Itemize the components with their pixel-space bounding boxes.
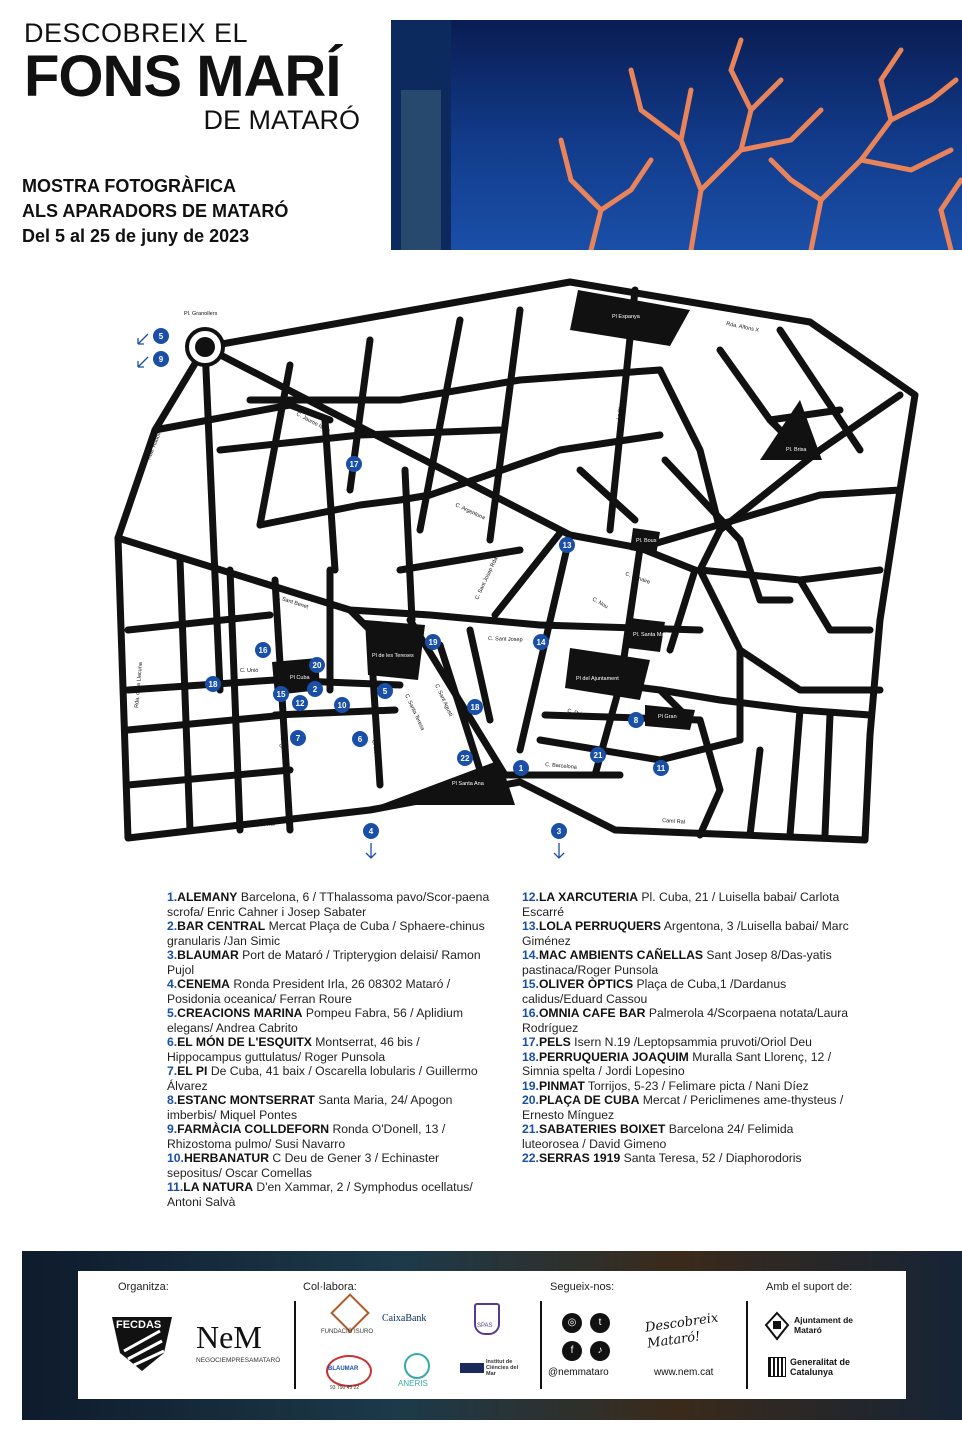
legend-entry xyxy=(167,1064,497,1093)
divider xyxy=(746,1301,748,1389)
legend-shop-name: ESTANC MONTSERRAT xyxy=(177,1093,315,1107)
icm-text: Institut de Ciències del Mar xyxy=(486,1359,519,1377)
legend-entry xyxy=(167,1151,497,1180)
legend-shop-name: ALEMANY xyxy=(177,890,238,904)
legend-entry xyxy=(167,1035,497,1064)
svg-text:17: 17 xyxy=(349,460,359,469)
svg-text:22: 22 xyxy=(460,754,470,763)
legend-shop-name: OMNIA CAFE BAR xyxy=(538,1006,646,1020)
coral-photo xyxy=(391,20,962,250)
subtitle-line-1: MOSTRA FOTOGRÀFICA xyxy=(22,176,236,196)
svg-text:14: 14 xyxy=(536,638,546,647)
website-link[interactable]: www.nem.cat xyxy=(654,1367,714,1378)
legend-number: 4. xyxy=(167,977,178,991)
divider xyxy=(294,1301,296,1389)
subtitle-line-3: Del 5 al 25 de juny de 2023 xyxy=(22,226,250,246)
legend-description: Pl. Cuba, 21 / Luisella babai/ Carlota Escarré xyxy=(522,890,840,919)
label-cuba: C. Cuba xyxy=(279,727,289,749)
svg-text:13: 13 xyxy=(562,541,572,550)
svg-text:11: 11 xyxy=(656,764,666,773)
label-la-riera: La Riera xyxy=(616,398,626,421)
legend-description: Barcelona, 6 / TThalassoma pavo/Scor-paena scrofa/ Enric Cahner i Josep Sabater xyxy=(167,890,490,919)
collabora-heading: Col·labora: xyxy=(303,1281,357,1293)
svg-text:9: 9 xyxy=(158,355,164,364)
legend-entry xyxy=(522,1079,852,1094)
label-pl-santa-ana: Pl Santa Ana xyxy=(452,781,484,787)
marker-22[interactable] xyxy=(457,750,473,766)
legend-entry xyxy=(167,977,497,1006)
title-block xyxy=(24,18,364,134)
legend-number: 7. xyxy=(167,1064,178,1078)
tiktok-icon[interactable]: ♪ xyxy=(590,1341,610,1361)
label-pujol: C. Pujol xyxy=(566,708,587,719)
svg-text:18: 18 xyxy=(208,680,218,689)
legend-entry xyxy=(522,977,852,1006)
svg-text:20: 20 xyxy=(312,661,322,670)
legend-entry xyxy=(167,948,497,977)
legend-number: 8. xyxy=(167,1093,178,1107)
social-handle[interactable]: @nemmataro xyxy=(548,1367,609,1378)
svg-text:18: 18 xyxy=(470,703,480,712)
legend-number: 13. xyxy=(522,919,539,933)
legend-entry xyxy=(522,948,852,977)
label-santa-teresa: C. Santa Teresa xyxy=(403,693,426,732)
marker-offmap-4[interactable] xyxy=(363,823,379,839)
svg-text:5: 5 xyxy=(382,687,388,696)
legend-description: Barcelona 24/ Felimida luteorosea / David Gimeno xyxy=(522,1122,794,1151)
svg-text:3: 3 xyxy=(556,827,562,836)
legend-shop-name: PINMAT xyxy=(538,1078,585,1093)
legend-number: 6. xyxy=(167,1035,178,1049)
legend-description: Ronda President Irla, 26 08302 Mataró / Posidonia oceanica/ Ferran Roure xyxy=(167,977,451,1006)
legend-number: 11. xyxy=(167,1180,184,1194)
fundacio-isuro-icon xyxy=(330,1293,370,1333)
marker-1[interactable] xyxy=(513,760,529,776)
legend-description: De Cuba, 41 baix / Oscarella lobularis / Guillermo Álvarez xyxy=(167,1064,478,1093)
marker-11[interactable] xyxy=(653,760,669,776)
legend-entry xyxy=(167,890,497,919)
title-line-1: DESCOBREIX EL xyxy=(24,18,249,48)
legend-entry xyxy=(522,919,852,948)
subtitle-line-2: ALS APARADORS DE MATARÓ xyxy=(22,201,289,221)
label-rda-alfons: Rda. Alfons X xyxy=(725,321,760,334)
legend-number: 22. xyxy=(522,1151,539,1165)
legend-number: 20. xyxy=(522,1093,539,1107)
title-line-2: FONS MARÍ xyxy=(24,44,341,109)
legend-number: 10. xyxy=(167,1151,184,1165)
label-argentona: C. Argentona xyxy=(454,502,486,522)
marker-offmap-9[interactable] xyxy=(153,351,169,367)
fundacio-isuro-text: FUNDACIÓ ISURO xyxy=(321,1329,374,1335)
legend-description: D'en Xammar, 2 / Symphodus ocellatus/ Antoni Salvà xyxy=(167,1180,473,1209)
legend-shop-name: SERRAS 1919 xyxy=(538,1151,621,1165)
svg-text:6: 6 xyxy=(357,735,363,744)
legend-number: 2. xyxy=(167,919,178,933)
generalitat-text: Generalitat de Catalunya xyxy=(790,1357,851,1377)
svg-text:10: 10 xyxy=(337,701,347,710)
legend-description: Santa Teresa, 52 / Diaphorodoris xyxy=(620,1151,802,1165)
ajuntament-text: Ajuntament de Mataró xyxy=(794,1315,854,1335)
marker-17[interactable] xyxy=(346,456,362,472)
label-sant-josep-rda: C. Sant Josep Rda xyxy=(474,556,500,601)
legend-number: 19. xyxy=(522,1078,539,1093)
label-pl-tereses: Pl de les Tereses xyxy=(372,653,414,659)
coral-illustration xyxy=(391,20,962,250)
marker-8[interactable] xyxy=(628,712,644,728)
legend-shop-name: HERBANATUR xyxy=(183,1151,270,1165)
legend-description: Muralla Sant Llorenç, 12 / Simnia spelta / Jordi Lopesino xyxy=(522,1049,832,1078)
ajuntament-shield-icon xyxy=(764,1311,790,1341)
legend-description: Pompeu Fabra, 56 / Aplidium elegans/ Andrea Cabrito xyxy=(167,1006,463,1035)
legend-description: Isern N.19 /Leptopsammia pruvoti/Oriol Deu xyxy=(570,1035,812,1049)
legend-number: 15. xyxy=(522,977,539,991)
legend-shop-name: LA XARCUTERIA xyxy=(538,890,639,904)
legend-entry xyxy=(167,1093,497,1122)
legend-description: Mercat Plaça de Cuba / Sphaere-chinus granularis /Jan Simic xyxy=(167,919,485,948)
marker-20[interactable] xyxy=(309,657,325,673)
legend-description: Mercat / Periclimenes ame-thysteus / Ernesto Mínguez xyxy=(522,1093,844,1122)
legend-entry xyxy=(522,1151,852,1166)
legend-number: 16. xyxy=(522,1006,539,1020)
suport-heading: Amb el suport de: xyxy=(766,1281,853,1293)
legend-entry xyxy=(522,1035,852,1050)
marker-19[interactable] xyxy=(425,634,441,650)
caixabank-logo: CaixaBank xyxy=(382,1313,427,1324)
svg-text:4: 4 xyxy=(368,827,374,836)
generalitat-flag-icon xyxy=(768,1357,786,1377)
marker-6[interactable] xyxy=(352,731,368,747)
legend-number: 21. xyxy=(522,1122,539,1136)
legend-shop-name: PERRUQUERIA JOAQUIM xyxy=(538,1049,689,1064)
label-pl-gran: Pl Gran xyxy=(658,714,677,720)
blaumar-text: BLAUMAR xyxy=(328,1366,359,1372)
legend-description: Montserrat, 46 bis / Hippocampus guttulatus/ Roger Punsola xyxy=(167,1035,420,1064)
aneris-text: ANERIS xyxy=(398,1379,428,1388)
legend-entry xyxy=(522,1006,852,1035)
legend-number: 3. xyxy=(167,948,178,962)
legend-entry xyxy=(167,1180,497,1209)
legend-shop-name: PLAÇA DE CUBA xyxy=(538,1093,640,1107)
legend-number: 14. xyxy=(522,948,539,962)
legend-number: 12. xyxy=(522,890,539,904)
footer-band xyxy=(22,1251,962,1420)
legend-shop-name: SABATERIES BOIXET xyxy=(538,1122,666,1136)
organitza-heading: Organitza: xyxy=(118,1281,169,1293)
label-unio: C. Unió xyxy=(240,668,259,674)
marker-2[interactable] xyxy=(307,681,323,697)
legend-right-column xyxy=(522,890,852,1166)
svg-text:16: 16 xyxy=(258,646,268,655)
sponsors-panel xyxy=(78,1271,906,1399)
label-pl-santa-maria: Pl. Santa Maria xyxy=(633,632,671,638)
marker-12[interactable] xyxy=(292,695,308,711)
legend-shop-name: EL PI xyxy=(177,1064,208,1078)
legend-shop-name: BAR CENTRAL xyxy=(177,919,266,933)
marker-14[interactable] xyxy=(533,634,549,650)
label-pl-bous: Pl. Bous xyxy=(636,538,657,544)
legend-description: C Deu de Gener 3 / Echinaster sepositus/ Oscar Comellas xyxy=(167,1151,440,1180)
fecdas-text: FECDAS xyxy=(116,1319,162,1331)
label-pl-brisa: Pl. Brisa xyxy=(786,447,807,453)
label-rda-llacuna: Rda. de la Llacuna xyxy=(134,661,144,709)
nem-logo: NeM xyxy=(196,1319,262,1355)
segueix-heading: Segueix-nos: xyxy=(550,1281,615,1293)
label-cami-ral-west: Camí Ral xyxy=(251,821,276,829)
legend-entry xyxy=(167,1006,497,1035)
label-sant-benet: C. Sant Benet xyxy=(274,594,309,611)
svg-text:21: 21 xyxy=(593,751,603,760)
marker-offmap-5[interactable] xyxy=(153,328,169,344)
label-rda-rudolf: Rda. Rudolf xyxy=(146,431,163,461)
svg-text:19: 19 xyxy=(428,638,438,647)
street-map xyxy=(100,270,930,875)
legend-number: 1. xyxy=(167,890,178,904)
label-montserrat: C. Montserrat xyxy=(370,739,382,774)
marker-18b[interactable] xyxy=(467,699,483,715)
divider xyxy=(540,1301,542,1389)
twitter-icon[interactable]: t xyxy=(590,1313,610,1333)
svg-text:15: 15 xyxy=(276,690,286,699)
legend-number: 17. xyxy=(522,1035,539,1049)
plaza-tereses xyxy=(365,620,425,680)
legend-entry xyxy=(522,1122,852,1151)
label-pl-granollers: Pl. Granollers xyxy=(184,311,218,317)
legend-description: Palmerola 4/Scorpaena notata/Laura Rodríguez xyxy=(522,1006,849,1035)
legend-shop-name: OLIVER ÒPTICS xyxy=(538,977,634,991)
title-line-3: DE MATARÓ xyxy=(203,105,360,135)
svg-text:8: 8 xyxy=(633,716,639,725)
marker-16[interactable] xyxy=(255,642,271,658)
descobreix-mataro-logo: Descobreix Mataró! xyxy=(644,1310,720,1352)
label-pl-cuba: Pl Cuba xyxy=(290,675,310,681)
instagram-icon[interactable]: ◎ xyxy=(562,1313,582,1333)
marker-7[interactable] xyxy=(290,730,306,746)
label-bonaire: C. Bonaire xyxy=(624,571,651,586)
legend-description: Plaça de Cuba,1 /Dardanus calidus/Eduard Cassou xyxy=(522,977,787,1006)
legend-description: Argentona, 3 /Luisella babai/ Marc Giménez xyxy=(522,919,849,948)
marker-15[interactable] xyxy=(273,686,289,702)
label-pl-ajuntament: Pl del Ajuntament xyxy=(576,676,619,682)
label-sant-josep: C. Sant Josep xyxy=(487,636,523,644)
legend-number: 5. xyxy=(167,1006,178,1020)
label-sant-agusti: C. Sant Agustí xyxy=(433,683,454,718)
legend-entry xyxy=(522,1050,852,1079)
marker-18a[interactable] xyxy=(205,676,221,692)
svg-text:5: 5 xyxy=(158,332,164,341)
svg-text:2: 2 xyxy=(312,685,318,694)
marker-21[interactable] xyxy=(590,747,606,763)
legend-shop-name: CENEMA xyxy=(177,977,230,991)
legend-shop-name: BLAUMAR xyxy=(177,948,239,962)
label-cami-ral-east: Camí Ral xyxy=(661,818,686,826)
legend-shop-name: LA NATURA xyxy=(183,1180,254,1194)
label-jaume-isern: C. Jaume Isern xyxy=(295,411,331,435)
legend-description: Ronda O'Donell, 13 / Rhizostoma pulmo/ Susi Navarro xyxy=(167,1122,446,1151)
plaza-santa-ana xyxy=(380,760,515,805)
label-barcelona: C. Barcelona xyxy=(544,762,578,771)
icm-logo-icon xyxy=(460,1363,484,1373)
marker-5[interactable] xyxy=(377,683,393,699)
legend-shop-name: FARMÀCIA COLLDEFORN xyxy=(177,1122,330,1136)
exhibition-subtitle xyxy=(22,174,288,249)
marker-offmap-3[interactable] xyxy=(551,823,567,839)
legend-description: Torrijos, 5-23 / Felimare picta / Nani Díez xyxy=(584,1078,809,1093)
label-pl-espanya: Pl Espanya xyxy=(612,314,640,320)
facebook-icon[interactable]: f xyxy=(562,1341,582,1361)
legend-shop-name: MAC AMBIENTS CAÑELLAS xyxy=(538,948,704,962)
svg-text:1: 1 xyxy=(518,764,524,773)
label-nou: C. Nou xyxy=(591,596,609,611)
legend-entry xyxy=(522,890,852,919)
legend-number: 9. xyxy=(167,1122,178,1136)
nem-subtitle: NEGOCIEMPRESAMATARÓ xyxy=(196,1357,281,1364)
marker-13[interactable] xyxy=(559,537,575,553)
marker-10[interactable] xyxy=(334,697,350,713)
blaumar-phone: 93 790 45 22 xyxy=(330,1385,360,1391)
spas-shield-icon xyxy=(474,1303,500,1335)
legend-entry xyxy=(167,919,497,948)
legend-number: 18. xyxy=(522,1049,539,1064)
svg-text:12: 12 xyxy=(295,699,305,708)
aneris-icon xyxy=(404,1353,430,1379)
legend-description: Sant Josep 8/Das-yatis pastinaca/Roger Punsola xyxy=(522,948,832,977)
svg-text:7: 7 xyxy=(295,734,301,743)
legend-left-column xyxy=(167,890,497,1209)
legend-description: Santa Maria, 24/ Apogon imberbis/ Miquel Pontes xyxy=(167,1093,453,1122)
legend-shop-name: LOLA PERRUQUERS xyxy=(538,919,662,933)
legend-description: Port de Mataró / Tripterygion delaisi/ Ramon Pujol xyxy=(167,948,481,977)
spas-text: SPAS xyxy=(477,1323,493,1329)
legend-entry xyxy=(167,1122,497,1151)
legend-shop-name: CREACIONS MARINA xyxy=(177,1006,303,1020)
legend-shop-name: EL MÓN DE L'ESQUITX xyxy=(177,1035,312,1049)
legend-entry xyxy=(522,1093,852,1122)
map-svg xyxy=(100,270,930,870)
legend-shop-name: PELS xyxy=(538,1035,571,1049)
plaza-ajuntament xyxy=(565,648,650,700)
